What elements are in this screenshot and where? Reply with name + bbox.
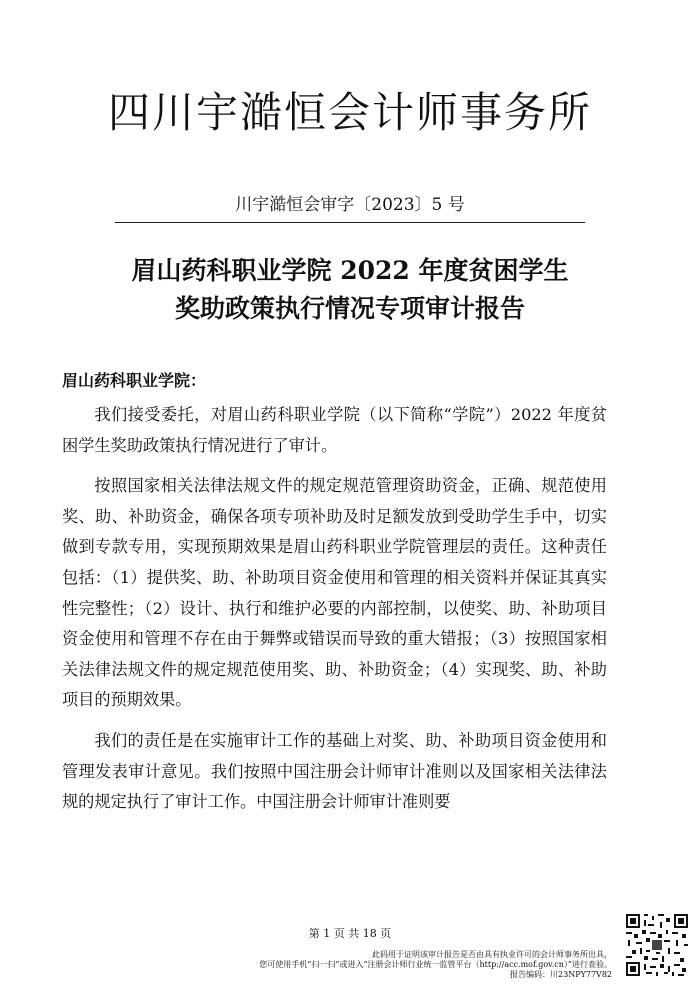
- firm-name: 四川宇澔恒会计师事务所: [107, 88, 592, 137]
- page-number: 第 1 页 共 18 页: [308, 927, 392, 940]
- verification-note-line-1: 此码用于证明该审计报告是否由具有执业许可的会计师事务所出具，: [372, 950, 612, 959]
- report-title-line-2: 奖助政策执行情况专项审计报告: [174, 294, 525, 323]
- verification-qr-code: [624, 912, 690, 978]
- verification-note-line-2: 您可使用手机“扫一扫”或进入“注册会计师行业统一监管平台（http://acc.mof.gov.cn）”进行查验。: [259, 960, 612, 969]
- paragraph: 按照国家相关法律法规文件的规定规范管理资助资金，正确、规范使用奖、助、补助资金，确保各项专项补助及时足额发放到受助学生手中，切实做到专款专用，实现预期效果是眉山药科职业学院管理层的责任。这种责任包括：（1）提供奖、助、补助项目资金使用和管理的相关资料并保证其真实性完整性；（2）设计、执行和维护必要的内部控制，以使奖、助、补助项目资金使用和管理不存在由于舞弊或错误而导致的重大错报；（3）按照国家相关法律法规文件的规定规范使用奖、助、补助资金；（4）实现奖、助、补助项目的预期效果。: [62, 476, 607, 710]
- report-code: 报告编码：川23NPY77V82: [510, 970, 612, 979]
- document-number: 川宇澔恒会审字〔2023〕5 号: [235, 195, 465, 215]
- paragraph: 我们接受委托，对眉山药科职业学院（以下简称“学院”）2022 年度贫困学生奖助政策执行情况进行了审计。: [62, 405, 607, 455]
- report-body: [62, 400, 607, 828]
- report-title-line-1: 眉山药科职业学院 2022 年度贫困学生: [131, 256, 569, 285]
- header-divider: [115, 222, 585, 223]
- report-title: [0, 252, 700, 328]
- addressee: 眉山药科职业学院：: [62, 371, 207, 390]
- paragraph: 我们的责任是在实施审计工作的基础上对奖、助、补助项目资金使用和管理发表审计意见。我们按照中国注册会计师审计准则以及国家相关法律法规的规定执行了审计工作。中国注册会计师审计准则要: [62, 730, 607, 812]
